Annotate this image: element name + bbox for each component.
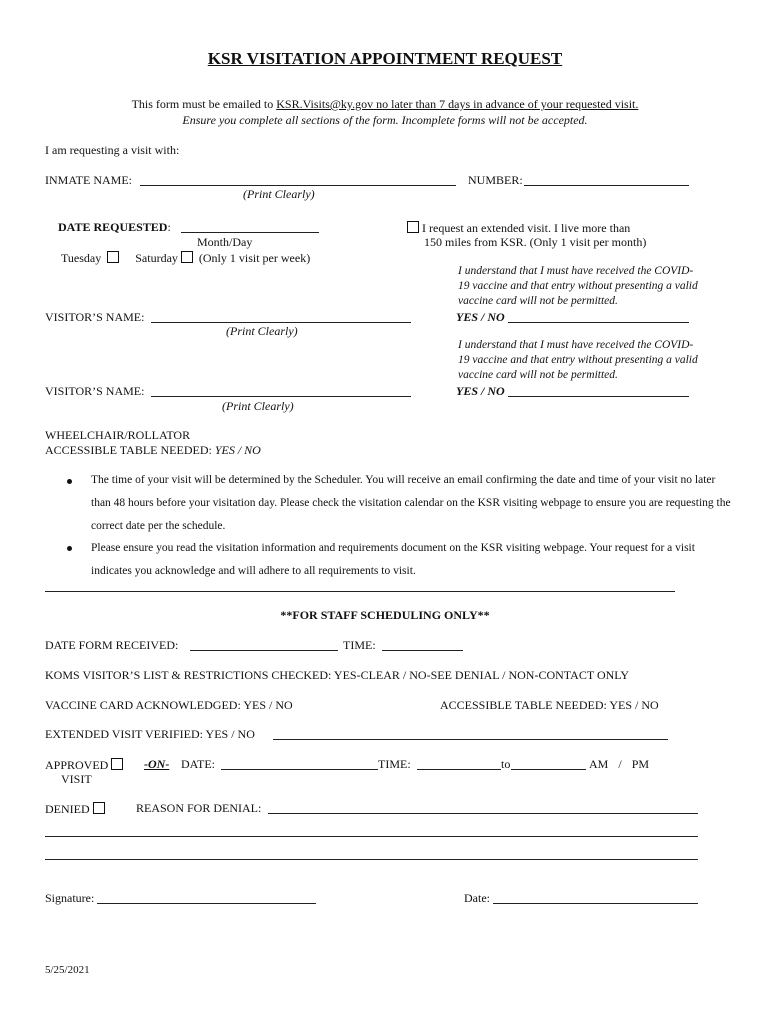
am-option[interactable]: AM <box>589 757 609 771</box>
visit-limit-note: (Only 1 visit per week) <box>198 251 311 265</box>
intro-suffix: no later than 7 days in advance of your requested visit. <box>373 97 639 111</box>
inmate-print-clearly: (Print Clearly) <box>243 187 315 201</box>
bullet-1-text: The time of your visit will be determined by the Scheduler. You will receive an email confirming the date and time of your visit no later than 48 hours before your visitation day. Please check the visitation calendar on the KSR visiting webpage to ensure you are requesting the correct date per the schedule. <box>91 474 731 532</box>
approved-date-label: DATE: <box>181 757 215 771</box>
vaccine-card-check: VACCINE CARD ACKNOWLEDGED: YES / NO <box>45 698 293 712</box>
visitor-2-print-clearly: (Print Clearly) <box>222 399 294 413</box>
intro-prefix: This form must be emailed to <box>131 97 277 111</box>
month-day-label: Month/Day <box>197 235 253 249</box>
covid-yes-no-1[interactable]: YES / NO <box>456 310 505 324</box>
signature-label: Signature: <box>45 891 95 905</box>
extended-line-1: I request an extended visit. I live more than <box>422 221 631 235</box>
visitor-1-name-field[interactable] <box>151 322 411 323</box>
extended-line-2: 150 miles from KSR. (Only 1 visit per month) <box>424 235 647 249</box>
approved-time-from-field[interactable] <box>417 769 501 770</box>
covid-notice-1-line-3: vaccine card will not be permitted. <box>458 295 618 307</box>
bullet-2 <box>67 546 72 551</box>
inmate-name-label: INMATE NAME: <box>45 173 132 187</box>
approved-label: APPROVED <box>45 758 109 772</box>
accessible-table-label: ACCESSIBLE TABLE NEEDED: <box>45 443 215 457</box>
covid-yes-no-2[interactable]: YES / NO <box>456 384 505 398</box>
approved-checkbox[interactable] <box>111 758 123 770</box>
intro-line-2: Ensure you complete all sections of the form. Incomplete forms will not be accepted. <box>182 113 588 127</box>
denied-label: DENIED <box>45 802 90 816</box>
wheelchair-line-1: WHEELCHAIR/ROLLATOR <box>45 428 191 442</box>
staff-header: **FOR STAFF SCHEDULING ONLY** <box>280 608 490 622</box>
inmate-number-field[interactable] <box>524 185 689 186</box>
reason-field[interactable] <box>268 813 698 814</box>
footer-date: 5/25/2021 <box>45 964 90 976</box>
extended-verified-field[interactable] <box>273 739 668 740</box>
approved-time-label: TIME: <box>378 757 411 771</box>
extended-verified-label: EXTENDED VISIT VERIFIED: YES / NO <box>45 727 255 741</box>
approved-row <box>45 758 126 771</box>
signature-date-label: Date: <box>464 891 490 905</box>
covid-answer-1-field[interactable] <box>508 322 689 323</box>
extended-visit-row <box>407 221 630 234</box>
date-received-field[interactable] <box>190 650 338 651</box>
signature-field[interactable] <box>97 903 316 904</box>
koms-check: KOMS VISITOR’S LIST & RESTRICTIONS CHECKED: YES-CLEAR / NO-SEE DENIAL / NON-CONTACT ONLY <box>45 668 630 682</box>
covid-answer-2-field[interactable] <box>508 396 689 397</box>
reason-label: REASON FOR DENIAL: <box>136 801 262 815</box>
day-choice-row <box>61 251 310 264</box>
signature-date-field[interactable] <box>493 903 698 904</box>
pm-option[interactable]: PM <box>631 757 650 771</box>
received-time-label: TIME: <box>343 638 376 652</box>
visit-label: VISIT <box>61 772 92 786</box>
covid-notice-2-line-3: vaccine card will not be permitted. <box>458 369 618 381</box>
tuesday-label: Tuesday <box>61 251 102 265</box>
reason-field-line-3[interactable] <box>45 859 698 860</box>
received-time-field[interactable] <box>382 650 463 651</box>
requesting-label: I am requesting a visit with: <box>45 143 180 157</box>
date-requested-label <box>58 221 171 233</box>
extended-visit-checkbox[interactable] <box>407 221 419 233</box>
accessible-table-yes-no[interactable]: YES / NO <box>214 443 261 457</box>
bullet-2-text: Please ensure you read the visitation information and requirements document on the KSR visiting webpage. Your request for a visit indicates you acknowledge and will adhere to all requirements to visit. <box>91 542 695 577</box>
date-requested-field[interactable] <box>181 232 319 233</box>
covid-notice-1-line-2: 19 vaccine and that entry without presenting a valid <box>458 280 698 292</box>
visitor-2-name-label: VISITOR’S NAME: <box>45 384 145 398</box>
approved-time-to-field[interactable] <box>511 769 586 770</box>
reason-field-line-2[interactable] <box>45 836 698 837</box>
covid-notice-2-line-1: I understand that I must have received the COVID- <box>458 339 694 351</box>
page-title: KSR VISITATION APPOINTMENT REQUEST <box>207 49 563 68</box>
date-requested-text: DATE REQUESTED <box>58 220 168 234</box>
denied-checkbox[interactable] <box>93 802 105 814</box>
intro-line-1 <box>0 98 770 110</box>
am-pm-separator: / <box>618 757 622 771</box>
saturday-checkbox[interactable] <box>181 251 193 263</box>
date-requested-colon: : <box>167 220 171 234</box>
tuesday-checkbox[interactable] <box>107 251 119 263</box>
covid-notice-1-line-1: I understand that I must have received the COVID- <box>458 265 694 277</box>
number-label: NUMBER: <box>468 173 523 187</box>
approved-date-field[interactable] <box>221 769 378 770</box>
visitor-1-print-clearly: (Print Clearly) <box>226 324 298 338</box>
staff-accessible-table: ACCESSIBLE TABLE NEEDED: YES / NO <box>440 698 659 712</box>
inmate-name-field[interactable] <box>140 185 456 186</box>
to-label: to <box>501 757 511 771</box>
covid-notice-2-line-2: 19 vaccine and that entry without presenting a valid <box>458 354 698 366</box>
visitor-2-name-field[interactable] <box>151 396 411 397</box>
section-divider <box>45 591 675 592</box>
wheelchair-line-2 <box>45 444 261 456</box>
visitor-1-name-label: VISITOR’S NAME: <box>45 310 145 324</box>
saturday-label: Saturday <box>135 251 178 265</box>
on-label: -ON- <box>144 757 170 771</box>
bullet-1 <box>67 479 72 484</box>
date-received-label: DATE FORM RECEIVED: <box>45 638 179 652</box>
email-link[interactable]: KSR.Visits@ky.gov <box>276 97 374 111</box>
denied-row <box>45 802 108 815</box>
am-pm <box>589 758 649 770</box>
